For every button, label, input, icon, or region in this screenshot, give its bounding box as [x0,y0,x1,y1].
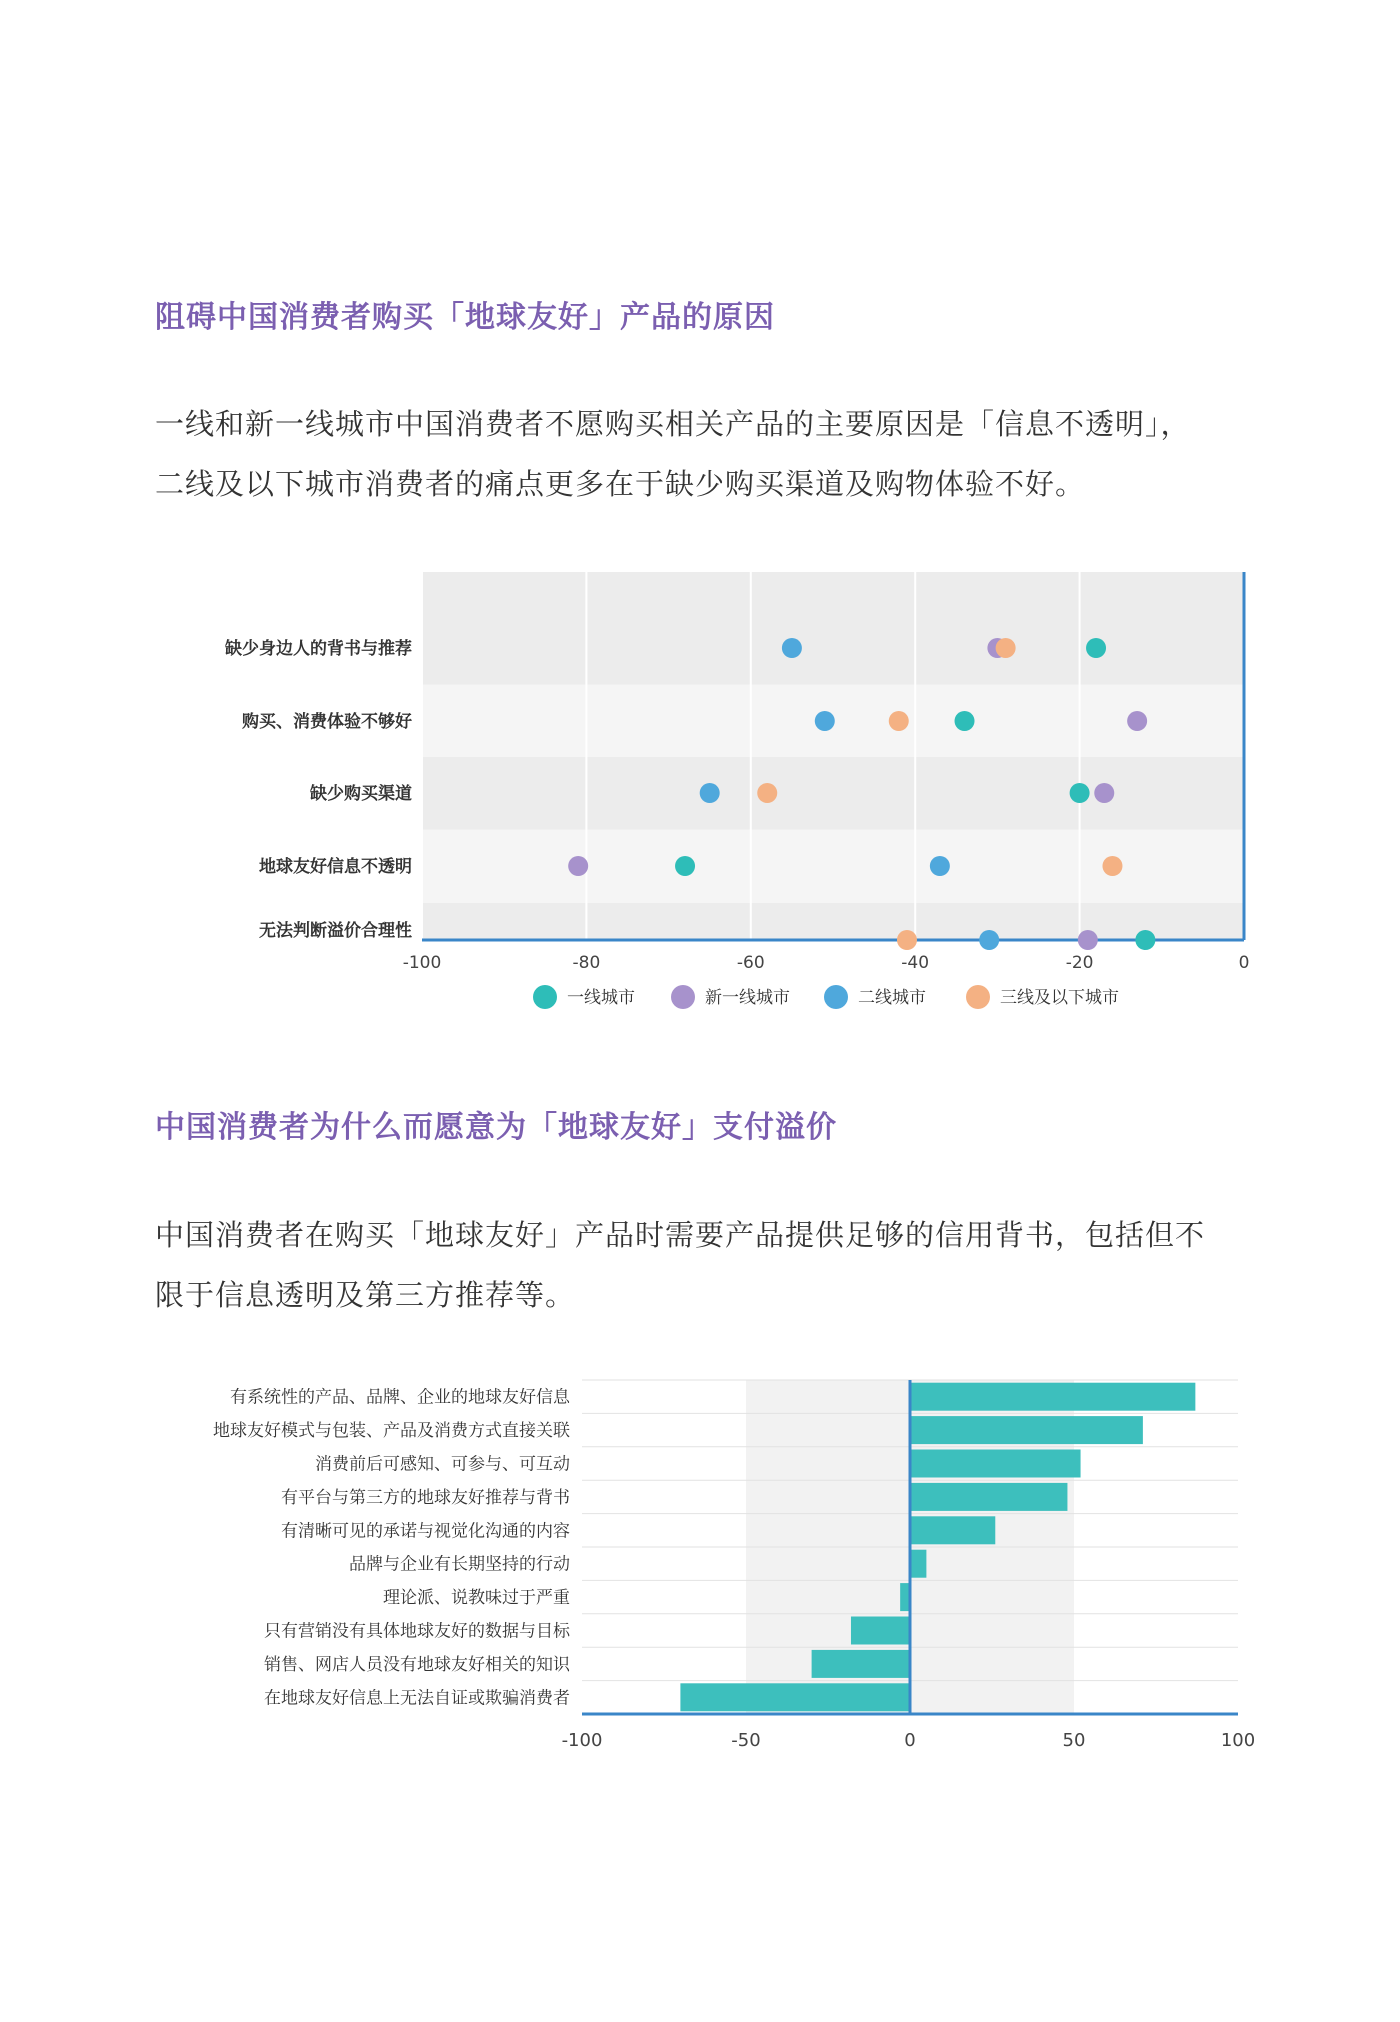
x-tick-label: 100 [1220,1730,1256,1751]
dot-plot-chart [0,560,1400,1040]
section2-paragraph [155,1205,1265,1325]
data-point [1094,783,1114,803]
x-tick-label: -100 [402,953,442,973]
section1-title: 阻碍中国消费者购买「地球友好」产品的原因 [155,300,775,335]
plot-band [422,572,1244,685]
legend-marker [671,985,695,1009]
category-label: 消费前后可感知、可参与、可互动 [315,1454,570,1475]
data-point [955,711,975,731]
paragraph-line: 一线和新一线城市中国消费者不愿购买相关产品的主要原因是「信息不透明」， [155,407,1191,441]
x-tick-label: 50 [1062,1730,1086,1751]
bar [680,1683,910,1711]
bar [910,1383,1195,1411]
data-point [1127,711,1147,731]
data-point [996,638,1016,658]
category-label: 只有营销没有具体地球友好的数据与目标 [264,1621,570,1642]
x-tick-label: -20 [1065,953,1094,973]
category-label: 缺少身边人的背书与推荐 [225,639,412,659]
legend-label: 一线城市 [567,988,635,1008]
data-point [757,783,777,803]
category-label: 销售、网店人员没有地球友好相关的知识 [264,1654,570,1675]
bar [910,1550,926,1578]
legend-marker [533,985,557,1009]
category-label: 有平台与第三方的地球友好推荐与背书 [281,1487,570,1508]
plot-band [422,757,1244,830]
data-point [1078,930,1098,950]
data-point [889,711,909,731]
data-point [700,783,720,803]
category-label: 理论派、说教味过于严重 [383,1588,570,1609]
data-point [815,711,835,731]
bar [851,1617,910,1645]
bar [910,1450,1081,1478]
data-point [782,638,802,658]
x-tick-label: -80 [572,953,601,973]
x-tick-label: -100 [561,1730,603,1751]
category-label: 地球友好模式与包装、产品及消费方式直接关联 [213,1421,570,1442]
bar [812,1650,910,1678]
category-label: 购买、消费体验不够好 [242,712,412,732]
data-point [568,856,588,876]
paragraph-line: 限于信息透明及第三方推荐等。 [155,1278,576,1312]
section2-title: 中国消费者为什么而愿意为「地球友好」支付溢价 [155,1110,837,1145]
legend-marker [824,985,848,1009]
x-tick-label: -40 [901,953,930,973]
legend-marker [966,985,990,1009]
data-point [897,930,917,950]
category-label: 在地球友好信息上无法自证或欺骗消费者 [264,1688,570,1709]
category-label: 无法判断溢价合理性 [259,921,412,941]
bar [910,1483,1067,1511]
data-point [1135,930,1155,950]
bar [910,1516,995,1544]
x-tick-label: 0 [1238,953,1250,973]
x-tick-label: -50 [731,1730,761,1751]
legend-label: 三线及以下城市 [1000,988,1119,1008]
category-label: 缺少购买渠道 [310,784,412,804]
paragraph-line: 二线及以下城市消费者的痛点更多在于缺少购买渠道及购物体验不好。 [155,467,1086,501]
data-point [1102,856,1122,876]
plot-band [422,903,1244,940]
category-label: 地球友好信息不透明 [259,857,412,877]
data-point [1070,783,1090,803]
paragraph-line: 中国消费者在购买「地球友好」产品时需要产品提供足够的信用背书，包括但不 [155,1218,1206,1252]
legend-label: 新一线城市 [705,988,790,1008]
bar [910,1416,1143,1444]
bar-chart [0,1370,1400,1760]
category-label: 有系统性的产品、品牌、企业的地球友好信息 [230,1387,570,1408]
data-point [675,856,695,876]
data-point [979,930,999,950]
data-point [930,856,950,876]
category-label: 有清晰可见的承诺与视觉化沟通的内容 [281,1521,570,1542]
legend-label: 二线城市 [858,988,926,1008]
x-tick-label: -60 [736,953,765,973]
category-label: 品牌与企业有长期坚持的行动 [349,1554,570,1575]
x-tick-label: 0 [904,1730,916,1751]
data-point [1086,638,1106,658]
section1-paragraph [155,394,1265,514]
